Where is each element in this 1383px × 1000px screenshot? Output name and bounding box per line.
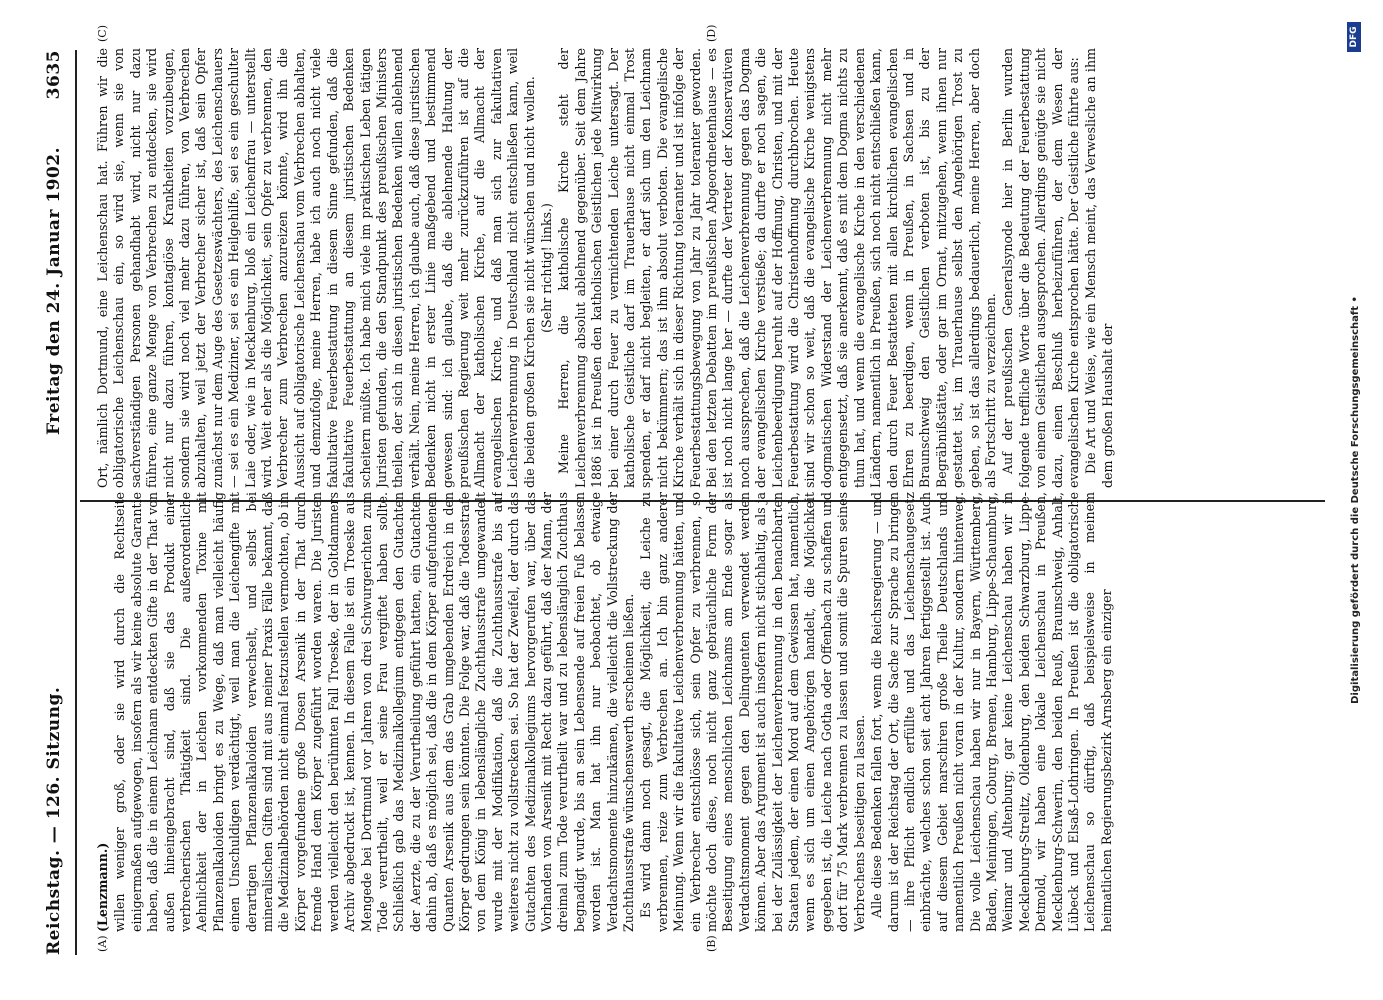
header-date: Freitag den 24. Januar 1902. xyxy=(44,146,64,435)
page-header xyxy=(40,50,70,955)
margin-marker-b: (B) xyxy=(705,935,718,952)
margin-marker-c: (C) xyxy=(96,25,109,42)
interjection: (Sehr richtig! links.) xyxy=(538,203,554,333)
text-column-left xyxy=(95,492,1325,932)
margin-marker-d: (D) xyxy=(705,24,718,42)
paragraph: Meine Herren, die katholische Kirche steht der Leichenverbrennung absolut ablehnend gegenüber. Seit dem Jahre 1886 ist in Preußen den katholischen Geistlichen jede Mitwirkung bei einer durch Feuer zu vernichtenden Leiche untersagt. Der katholische Geistliche darf im Trauerhause nicht einmal Trost spenden, er darf nicht begleiten, er darf sich um den Leichnam nicht bekümmern; das ist ihm absolut verboten. Die evangelische Kirche verhält sich in dieser Richtung toleranter und ist infolge der Feuerbestattungsbewegung von Jahr zu Jahr toleranter geworden. Bei den letzten Debatten im preußischen Abgeordnetenhause — es ist noch nicht lange her — durfte der Vertreter der Konservativen noch aussprechen, daß die Leichenverbrennung gegen das Dogma der evangelischen Kirche verstieße; da durfte er noch sagen, die Leichenbeerdigung beruht auf der Hoffnung, Christen, und mit der Feuerbestattung wird die Christenhoffnung durchbrochen. Heute sind wir schon so weit, daß die evangelische Kirche wenigstens dogmatischen Widerstand der Leichenverbrennung nicht mehr entgegensetzt, daß sie anerkennt, daß es mit dem Dogma nichts zu thun hat, und wenn die evangelische Kirche in den verschiedenen Ländern, namentlich in Preußen, sich noch nicht entschließen kann, den durch Feuer Bestatteten mit allen kirchlichen evangelischen Ehren zu beerdigen, wenn in Preußen, in Sachsen und in Braunschweig den Geistlichen verboten ist, bis zu der Begräbnißstätte, oder gar im Ornat, mitzugehen, wenn ihnen nur gestattet ist, im Trauerhause selbst den Angehörigen Trost zu geben, so ist das allerdings bedauerlich, meine Herren, aber doch als Fortschritt zu verzeichnen. xyxy=(556,48,998,488)
header-session: Reichstag. — 126. Sitzung. xyxy=(44,686,64,955)
paragraph: Es wird dann noch gesagt, die Möglichkeit, die Leiche zu verbrennen, reize zum Verbrechen an. Ich bin ganz anderer Meinung. Wenn wir die fakultative Leichenverbrennung hätten, und ein Verbrecher entschlösse sich, sein Opfer zu verbrennen, so möchte doch diese, noch nicht ganz gebräuchliche Form der Beseitigung eines menschlichen Leichnams am Ende sogar als Verdachtsmoment gegen den Delinquenten verwendet werden können. Aber das Argument ist auch insofern nicht stichhaltig, als ja bei der Zulässigkeit der Leichenverbrennung in den benachbarten Staaten jedem, der einen Mord auf dem Gewissen hat, namentlich, wenn es sich um einen Angehörigen handelt, die Möglichkeit gegeben ist, die Leiche nach Gotha oder Offenbach zu schaffen und dort für 75 Mark verbrennen zu lassen und somit die Spuren seines Verbrechens beseitigen zu lassen. xyxy=(638,492,867,932)
paragraph: Alle diese Bedenken fallen fort, wenn die Reichsregierung — und darum ist der Reichstag der Ort, die Sache zur Sprache zu bringen — ihre Pflicht endlich erfüllte und das Leichenschaugesetz einbrächte, welches schon seit acht Jahren fertiggestellt ist. Auch auf diesem Gebiet marschiren große Theile Deutschlands und namentlich Preußen nicht voran in der Kultur, sondern hintenweg. Die volle Leichenschau haben wir nur in Bayern, Württemberg, Baden, Meiningen, Coburg, Bremen, Hamburg, Lippe-Schaumburg, Weimar und Altenburg; gar keine Leichenschau haben wir in Mecklenburg-Strelitz, Oldenburg, den beiden Schwarzburg, Lippe-Detmold, wir haben eine lokale Leichenschau in Preußen, Mecklenburg-Schwerin, den beiden Reuß, Braunschweig, Anhalt, Lübeck und Elsaß-Lothringen. In Preußen ist die obligatorische Leichenschau so dürftig, daß beispielsweise in meinem heimatlichen Regierungsbezirk Arnsberg ein einziger xyxy=(869,492,1114,932)
margin-marker-a: (A) xyxy=(96,935,109,952)
page-number: 3635 xyxy=(44,50,64,100)
dfg-logo: DFG xyxy=(1347,22,1361,52)
paragraph: willen weniger groß, oder sie wird durch die Rechtseite einigermaßen aufgewogen, insofern als wir keine absolute Garantie haben, daß die in einem Leichnam entdeckten Gifte in der That von außen hineingebracht sind, daß sie das Produkt einer verbrecherischen Thätigkeit sind. Die außerordentliche Aehnlichkeit der in Leichen vorkommenden Toxine mit Pflanzenalkaloiden bringt es zu Wege, daß man vielleicht häufig einen Unschuldigen verdächtigt, weil man die Leichengifte mit derartigen Pflanzenalkaloiden verwechselt, und selbst bei mineralischen Giften sind mit aus meiner Praxis Fälle bekannt, daß die Medizinalbehörden nicht einmal festzustellen vermochten, ob im Körper vorgefundene große Dosen Arsenik in der That durch fremde Hand dem Körper zugeführt worden waren. Die Juristen werden vielleicht den berühmten Fall Troeske, der in Goltdammers Archiv abgedruckt ist, kennen. In diesem Falle ist ein Troeske aus Mengede bei Dortmund vor Jahren von drei Schwurgerichten zum Tode verurtheilt, weil er seine Frau vergiftet haben sollte. Schließlich gab das Medizinalkollegium entgegen den Gutachten der Aerzte, die zu der Verurtheilung geführt hatten, ein Gutachten dahin ab, daß es möglich sei, daß die in dem Körper aufgefundenen Quanten Arsenik aus dem das Grab umgebenden Erdreich in den Körper gedrungen sein könnten. Die Folge war, daß die Todesstrafe von dem König in lebenslängliche Zuchthausstrafe umgewandelt wurde mit der Modifikation, daß die Zuchthausstrafe bis auf weiteres nicht zu vollstrecken sei. So hat der Zweifel, der durch das Gutachten des Medizinalkollegiums hervorgerufen war, über das Vorhanden von Arsenik mit Recht dazu geführt, daß der Mann, der dreimal zum Tode verurtheilt war und zu lebenslänglich Zuchthaus begnadigt wurde, bis an sein Lebensende auf freien Fuß belassen worden ist. Man hat ihn nur beobachtet, ob etwaige Verdachtsmomente hinzukämen, die vielleicht die Vollstreckung der Zuchthausstrafe wünschenswerth erscheinen ließen. xyxy=(112,492,636,932)
text-column-right xyxy=(95,48,1325,488)
header-rule xyxy=(75,50,77,955)
paragraph: Auf der preußischen Generalsynode hier in Berlin wurden folgende treffliche Worte über die Bedeutung der Feuerbestattung von einem Geistlichen ausgesprochen. Allerdings genügte sie nicht dazu, einen Beschluß herbeizuführen, der dem Wesen der evangelischen Kirche entsprochen hätte. Der Geistliche führte aus: xyxy=(1000,48,1081,488)
speaker-label: (Lenzmann.) xyxy=(95,842,110,932)
paragraph: Die Art und Weise, wie ein Mensch meint, das Verwesliche an ihm dem großen Haushalt der xyxy=(1083,48,1115,488)
paragraph: Ort, nämlich Dortmund, eine Leichenschau hat. Führen wir die obligatorische Leichenschau ein, so wird sie, wenn sie von sachverständigen Personen gehandhabt wird, nicht nur dazu führen, eine ganze Menge von Verbrechen zu entdecken, sie wird nicht nur dazu führen, kontagiöse Krankheiten vorzubeugen, sondern sie wird noch viel mehr dazu führen, von Verbrechen abzuhalten, weil jetzt der Verbrecher sicher ist, daß sein Opfer zunächst nur dem Auge des Gesetzeswächters, des Leichenschauers — sei es ein Mediziner, sei es ein Heilgehilfe, sei es ein geschulter Laie oder, wie in Mecklenburg, bloß ein Leichenfrau — unterstellt wird. Weit eher als die Möglichkeit, sein Opfer zu verbrennen, den Verbrecher zum Verbrechen anzureizen könnte, wird ihn die Aussicht auf obligatorische Leichenschau vom Verbrechen abhalten, und demzufolge, meine Herren, habe ich auch noch nicht viele fakultative Feuerbestattung in diesem Sinne gefunden, daß die fakultative Feuerbestattung an diesem juristischen Bedenken scheitern müßte. Ich habe mich viele im praktischen Leben tätigen Juristen gefunden, die den Standpunkt des preußischen Ministers theilen, der sich in diesen juristischen Bedenken willen ablehnend verhält. Nein, meine Herren, ich glaube auch, daß diese juristischen Bedenken nicht in erster Linie maßgebend und bestimmend gewesen sind: ich glaube, daß die ablehnende Haltung der preußischen Regierung weit mehr zurückzuführen ist auf die Allmacht der katholischen Kirche, auf die Allmacht der evangelischen Kirche, und daß man sich zur fakultativen Leichenverbrennung in Deutschland nicht entschließen kann, weil die beiden großen Kirchen sie nicht wünschen und nicht wollen. xyxy=(95,48,537,488)
digitization-credit: Digitalisierung gefördert durch die Deutsche Forschungsgemeinschaft • xyxy=(1350,296,1361,704)
